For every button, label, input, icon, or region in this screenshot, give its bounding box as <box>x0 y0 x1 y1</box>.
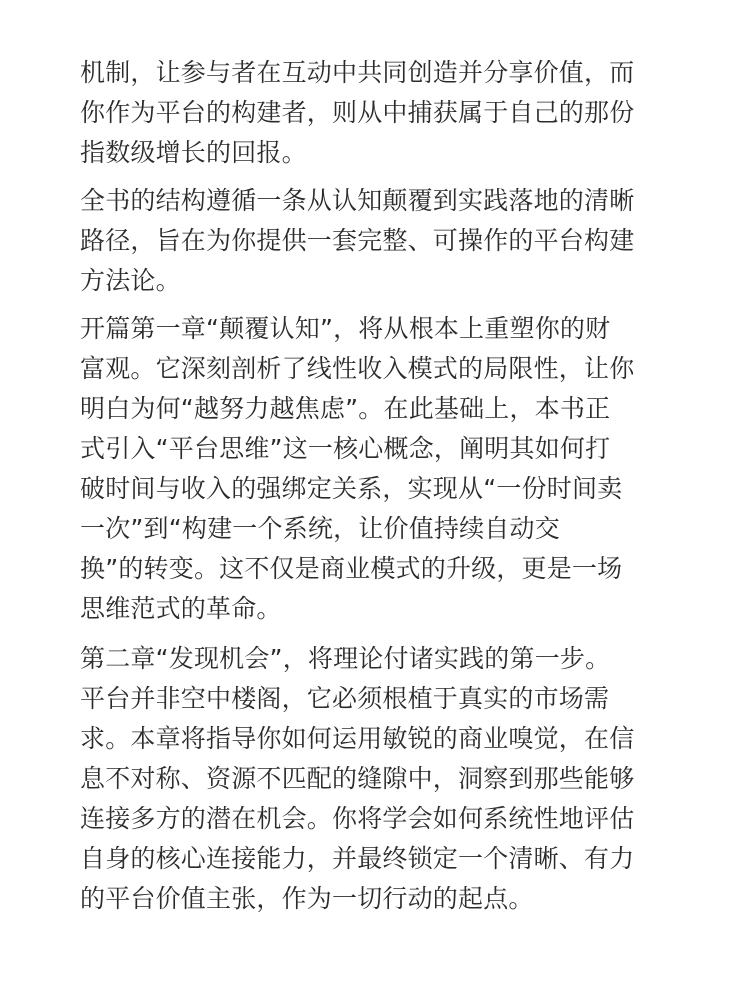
text-line: 明白为何“越努力越焦虑”。在此基础上，本书正 <box>80 394 611 423</box>
text-line: 富观。它深刻剖析了线性收入模式的局限性，让你 <box>80 354 635 383</box>
paragraph-chapter-one <box>80 309 680 629</box>
text-line: 机制，让参与者在互动中共同创造并分享价值，而 <box>80 58 635 87</box>
text-line: 换”的转变。这不仅是商业模式的升级，更是一场 <box>80 554 623 583</box>
text-line: 破时间与收入的强绑定关系，实现从“一份时间卖 <box>80 474 623 503</box>
text-line: 一次”到“构建一个系统，让价值持续自动交 <box>80 514 560 543</box>
text-line: 思维范式的革命。 <box>80 594 282 623</box>
text-line: 平台并非空中楼阁，它必须根植于真实的市场需 <box>80 684 610 713</box>
text-line: 式引入“平台思维”这一核心概念，阐明其如何打 <box>80 434 611 463</box>
text-line: 自身的核心连接能力，并最终锁定一个清晰、有力 <box>80 844 635 873</box>
text-line: 息不对称、资源不匹配的缝隙中，洞察到那些能够 <box>80 764 635 793</box>
text-line: 求。本章将指导你如何运用敏锐的商业嗅觉，在信 <box>80 724 635 753</box>
text-line: 的平台价值主张，作为一切行动的起点。 <box>80 884 534 913</box>
text-line: 第二章“发现机会”，将理论付诸实践的第一步。 <box>80 644 611 673</box>
text-line: 你作为平台的构建者，则从中捕获属于自己的那份 <box>80 98 635 127</box>
paragraph-chapter-two <box>80 639 680 919</box>
paragraph-mechanism <box>80 53 680 173</box>
text-line: 指数级增长的回报。 <box>80 138 307 167</box>
paragraph-book-structure <box>80 181 680 301</box>
text-line: 开篇第一章“颠覆认知”，将从根本上重塑你的财 <box>80 314 611 343</box>
text-line: 路径，旨在为你提供一套完整、可操作的平台构建 <box>80 226 635 255</box>
text-line: 连接多方的潜在机会。你将学会如何系统性地评估 <box>80 804 635 833</box>
text-line: 方法论。 <box>80 266 181 295</box>
text-line: 全书的结构遵循一条从认知颠覆到实践落地的清晰 <box>80 186 635 215</box>
